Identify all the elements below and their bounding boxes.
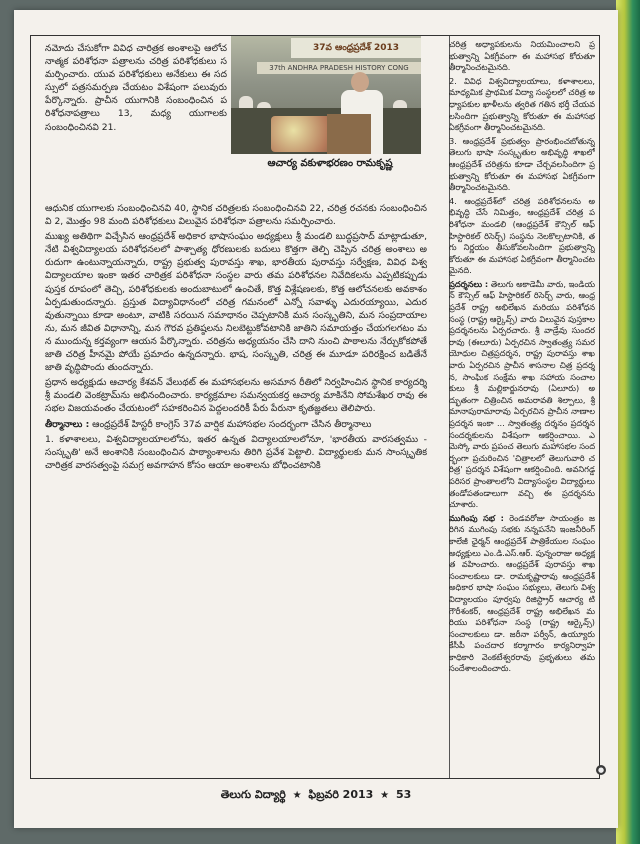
photo-caption: ఆచార్య వకుళాభరణం రామకృష్ణ: [267, 158, 393, 169]
event-photo: [231, 36, 421, 154]
issue-month: ఫిబ్రవరి 2013: [308, 788, 374, 801]
closing-paragraph: [449, 513, 595, 675]
right-article-column: [449, 39, 595, 765]
paragraph: 3. ఆంధ్రప్రదేశ్ ప్రభుత్వం ప్రారంభించబోతున్న తెలుగు భాషా సంస్కృతుల అభివృద్ధి శాఖలో ఆంధ్రప్రదేశ్ చరిత్రను కూడా చేర్చవలసిందిగా ప్రభుత్వాన్ని కోరుతూ ఈ మహాసభ ఏకగ్రీవంగా తీర్మానించటమైనది.: [449, 135, 595, 193]
resolution-item: 1. కళాశాలలు, విశ్వవిద్యాలయాలలోను, ఇతర ఉన్నత విద్యాలయాలలోనూ, 'భారతీయ వారసత్వము - సంస్కృతి' అనే అంశానికి సంబంధించిన పాఠ్యాంశాలను తిరిగి ప్రవేశ పెట్టాలి. విద్యార్థులకు మన సాంస్కృతిక చారిత్రక వారసత్వంపై సమగ్ర అవగాహన కోసం ఆయా అంశాలను బోధించటానికి: [45, 433, 427, 471]
magazine-title: తెలుగు విద్యార్థి: [220, 788, 286, 801]
star-icon: ★: [380, 790, 390, 801]
exhibitions-text: తెలుగు అకాడెమీ వారు, ఇండియన్ కౌన్సిల్ ఆఫ్ హిస్టారికల్ రిసెర్చ్ వారు, ఆంధ్రప్రదేశ్ రాష్ట్ర అభిలేఖన మరియు పరిశోధన సంస్థ (రాష్ట్ర ఆర్కైవ్స్) వారు విలువైన పుస్తకాల ప్రదర్శనలను ఏర్పరచారు. శ్రీ వాడ్రేవు సుందర రావు (ఈలూరు) ఏర్పరచిన స్వాతంత్ర్య సమర యోధుల చిత్రప్రదర్శన, రాష్ట్ర పురావస్తు శాఖ వారు ఏర్పరచిన ప్రాచీన శాసనాల చిత్ర ప్రదర్శన, సాంఘిక సంక్షేమ శాఖ సహాయ సంచాలకులు శ్రీ మల్లికార్జునరావు (ఏలూరు) అద్భుతంగా చిత్రించిన అమరావతి శిల్పాలు, శ్రీ మానాపురామారావు ఏర్పరచిన ప్రాచీన నాణాల ప్రదర్శన ఇంకా ... స్వాతంత్ర్య దర్శనం ప్రదర్శన సందర్శకులను విశేషంగా ఆకర్షించాయి. ఎమెస్కో వారు ప్రపంచ తెలుగు మహాసభల సందర్భంగా ప్రచురించిన 'చిత్రాలలో తెలుగువారి చరిత్ర' ప్రదర్శన విశేషంగా ఆకర్షించింది. అవనిగడ్డ పరిసర ప్రాంతాలలోని విద్యాసంస్థల విద్యార్థులు తండోపతండాలుగా వచ్చి ఈ ప్రదర్శనను చూశారు.: [449, 278, 595, 510]
paragraph: చరిత్ర అధ్యాపకులను నియమించాలని ప్రభుత్వాన్ని ఏకగ్రీవంగా ఈ మహాసభ కోరుతూ తీర్మానించటమైనది.: [449, 39, 595, 73]
paragraph: 2. వివిధ విశ్వవిద్యాలయాలు, కళాశాలలు, మాధ్యమిక ప్రాథమిక విద్యా సంస్థలలో చరిత్ర అధ్యాపకుల ఖాళీలను త్వరిత గతిన భర్తీ చేయవలసిందిగా ప్రభుత్వాన్ని కోరుతూ ఈ మహాసభ ఏకగ్రీవంగా తీర్మానించటమైనది.: [449, 75, 595, 133]
page-number: 53: [395, 788, 412, 801]
intro-paragraph: నమోదు చేసుకోగా వివిధ చారిత్రక అంశాలపై ఆలోచనాత్మక పరిశోధనా పత్రాలను చరిత్ర పరిశోధకులు సమర్పించారు. యువ పరిశోధకులు అనేకులు ఈ సదస్సులో పత్రసమర్పణ చేయటం విశేషంగా పలువురు పేర్కొన్నారు. ప్రాచీన యుగానికి సంబంధించిన పరిశోధనాపత్రాలు 13, మధ్య యుగాలకు సంబంధించినవి 21.: [45, 43, 227, 133]
paragraph: ఆధునిక యుగాలకు సంబంధించినవి 40, స్థానిక చరిత్రలకు సంబంధించినవి 22, చరిత్ర రచనకు సంబంధించినవి 2, మొత్తం 98 మంది పరిశోధకులు విలువైన పరిశోధనా పత్రాలను సమర్పించారు.: [45, 203, 427, 228]
page-footer: [14, 788, 618, 804]
banner-subtext: 37th ANDHRA PRADESH HISTORY CONG: [257, 62, 421, 74]
paragraph: ముఖ్య అతిథిగా విచ్చేసిన ఆంధ్రప్రదేశ్ అధికార భాషాసంఘం అధ్యక్షులు శ్రీ మండలి బుద్ధప్రసాద్ మాట్లాడుతూ, నేటి విశ్వవిద్యాలయ పరిశోధనలలో పాశ్చాత్య ధోరణులకు బదులు కొత్తగా తెల్పి చెప్పిన చరిత్ర అంశాలు అరుదుగా ఉంటున్నాయన్నారు, రాష్ట్ర ప్రభుత్వ పురావస్తు శాఖ, భారతీయ పురావస్తు సర్వేక్షణ, వివిధ విశ్వవిద్యాలయాల ఇంకా ఇతర చారిత్రక పరిశోధనా సంస్థల వారు తమ పరిశోధనల నివేదికలను ఎప్పటికప్పుడు పుస్తక రూపంలో తెచ్చి, పరిశోధకులకు అందుబాటులో ఉంచితే, కొత్త విశ్లేషణలకు, కొత్త ఆలోచనలకు అవకాశం ఏర్పడుతుందన్నారు. ప్రస్తుత విద్యావిధానంలో చరిత్ర గమనంలో ఎన్నో సవాళ్ళు ఎదురయ్యాయి, ఎదురవుతున్నాయి కూడా అంటూ, వాటికి సరయిన సమాధానం చెప్పటానికి మన సంస్కృతిని, మన సంప్రదాయాలను, మన జీవిత విధానాన్ని, మన గౌరవ ప్రతిష్ఠలను నిలబెట్టుకోవటానికి జాతిని సమాయత్తం చేయగలగటం మన ముందున్న కర్తవ్యంగా ఆయన పేర్కొన్నారు. చరిత్రను అధ్యయనం చేసి దాని నుంచి పాఠాలను నేర్చుకోకపోతే జాతి చరిత్ర హీనమై పోయే ప్రమాదం ఉన్నదన్నారు. భాష, సంస్కృతి, చరిత్ర ఈ మూడూ పరిరక్షించ బడితేనే జాతి వృద్ధిపొందు తుందన్నారు.: [45, 231, 427, 374]
left-column: [45, 202, 427, 774]
closing-text: రెండవరోజు సాయంత్రం జరిగిన ముగింపు సభకు నన్నపనేని ఇంజనీరింగ్ కాలేజీ ఛైర్మన్ ఆంధ్రప్రదేశ్ పాత్రికేయుల సంఘం అధ్యక్షులు ఎం.డి.ఎస్.ఆర్. పున్నంరాజు అధ్యక్షత వహించారు. ఆంధ్రప్రదేశ్ పురావస్తు శాఖ సంచాలకులు డా. రామకృష్ణారావు ఆంధ్రప్రదేశ్ అధికార భాషా సంఘం సభ్యులు, తెలుగు విశ్వవిద్యాలయం పూర్వపు రిజిస్ట్రార్ ఆచార్య టి గౌరీశంకర్, ఆంధ్రప్రదేశ్ రాష్ట్ర అభిలేఖన మరియు పరిశోధనా సంస్థ (రాష్ట్ర ఆర్కైవ్స్) సంచాలకులు డా. జరీనా పర్వీన్, ఉయ్యూరు కేసీపీ పంచదార కర్మాగారం కార్యనిర్వాహకాధికారి వెంకటేశ్వరరావు ప్రభృతులు తమ సందేశాలందించారు.: [449, 512, 595, 674]
binding-edge: [616, 0, 640, 844]
paragraph: ప్రధాన అధ్యక్షుడు ఆచార్య కేశవన్ వేలుథట్ ఈ మహాసభలను అసమాన రీతిలో నిర్వహించిన స్థానిక కార్యదర్శి శ్రీ మండలి వెంకట్రామ్‌ను అభినందించారు. కార్యక్రమాల సమన్వయకర్త ఆచార్య మాకినేని సోమశేఖర రావు ఈ సభల విజయవంతం చేయటంలో సహకరించిన పెద్దలందరికీ పేరు పేరునా కృతజ్ఞతలు తెలిపారు.: [45, 377, 427, 415]
left-top-column: [45, 42, 227, 200]
exhibitions-paragraph: [449, 279, 595, 511]
banner-text: 37వ ఆంధ్రప్రదేశ్ 2013: [291, 38, 421, 58]
paragraph: 4. ఆంధ్రప్రదేశ్‌లో చరిత్ర పరిశోధనలను అభివృద్ధి చేసే నిమిత్తం, ఆంధ్రప్రదేశ్ చరిత్ర పరిశోధనా మండలి (ఆంధ్రప్రదేశ్ కౌన్సిల్ ఆఫ్ హిస్టారికల్ రిసెర్చ్) సంస్థను నెలకొల్పటానికి, తగు నిర్ణయం తీసుకోవలసిందిగా ప్రభుత్వాన్ని కోరుతూ ఈ మహాసభ ఏకగ్రీవంగా తీర్మానించటమైనది.: [449, 195, 595, 276]
resolutions-heading: తీర్మానాలు :: [45, 418, 90, 430]
closing-heading: ముగింపు సభ :: [449, 512, 504, 523]
resolutions-paragraph: [45, 418, 427, 431]
podium: [327, 114, 371, 154]
exhibitions-heading: ప్రదర్శనలు :: [449, 278, 489, 289]
speaker-head: [351, 72, 369, 92]
star-icon: ★: [292, 790, 302, 801]
end-mark-icon: ●: [597, 766, 605, 774]
resolutions-intro: ఆంధ్రప్రదేశ్ హిస్టరీ కాంగ్రెస్ 37వ వార్షిక మహాసభల సందర్భంగా చేసిన తీర్మానాలు: [89, 418, 372, 430]
